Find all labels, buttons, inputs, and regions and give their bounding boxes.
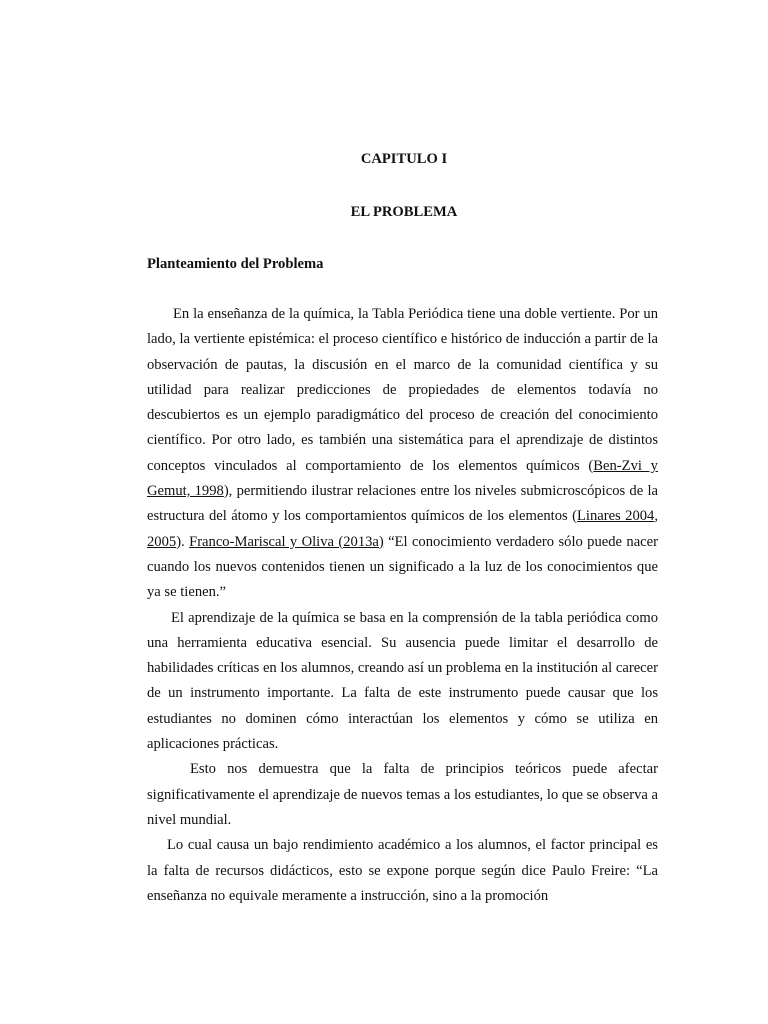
paragraph-2-text: El aprendizaje de la química se basa en la comprensión de la tabla periódica como una herramienta educativa esencial. Su ausencia puede limitar el desarrollo de habilidades críticas en los alumnos, creando así un problema en la institución al carecer de un instrumento importante. La falta de este instrumento puede causar que los estudiantes no dominen cómo interactúan los elementos y cómo se utiliza en aplicaciones prácticas. (147, 609, 658, 753)
chapter-title: EL PROBLEMA (350, 204, 458, 220)
paragraph-3-text: Esto nos demuestra que la falta de principios teóricos puede afectar significativamente el aprendizaje de nuevos temas a los estudiantes, lo que se observa a nivel mundial. (147, 761, 658, 828)
paragraph-4 (147, 833, 658, 909)
paragraph-1-text-d: ). (176, 533, 190, 550)
citation-linares-2004[interactable]: Linares 2004 (576, 508, 655, 525)
paragraph-1-text-a: En la enseñanza de la química, la Tabla Periódica tiene una doble vertiente. Por un lado, la vertiente epistémica: el proceso científico e histórico de inducción a partir de la observación de pautas, la discusión en el marco de la comunidad científica y su utilidad para realizar predicciones de propiedades de elementos todavía no descubiertos es un ejemplo paradigmático del proceso de creación del conocimiento científico. Por otro lado, es también una sistemática para el aprendizaje de distintos conceptos vinculados al comportamiento de los elementos químicos ( (147, 306, 658, 474)
paragraph-1 (147, 302, 658, 606)
paragraph-3 (147, 757, 658, 833)
paragraph-1-text-e: “El conocimiento verdadero sólo puede nacer cuando los nuevos contenidos tienen un significado a la luz de los conocimientos que ya se tienen.” (147, 533, 658, 601)
paragraph-2 (147, 606, 658, 758)
chapter-heading: CAPITULO I (360, 151, 448, 167)
paragraph-4-text: Lo cual causa un bajo rendimiento académico a los alumnos, el factor principal es la falta de recursos didácticos, esto se expone porque según dice Paulo Freire: “La enseñanza no equivale meramente a instrucción, sino a la promoción (147, 837, 658, 904)
citation-franco-mariscal-oliva[interactable]: Franco-Mariscal y Oliva (2013a) (189, 533, 384, 550)
paragraph-1-text-c: , (654, 508, 658, 525)
citation-ben-zvi-gemut[interactable]: Ben-Zvi y Gemut, 1998 (147, 457, 658, 500)
body-text (147, 302, 658, 909)
paragraph-1-text-b: ), permitiendo ilustrar relaciones entre los niveles submicroscópicos de la estructura del átomo y los comportamientos químicos de los elementos ( (147, 483, 658, 525)
citation-linares-2005[interactable]: 2005 (147, 533, 177, 550)
section-title: Planteamiento del Problema (147, 256, 324, 272)
